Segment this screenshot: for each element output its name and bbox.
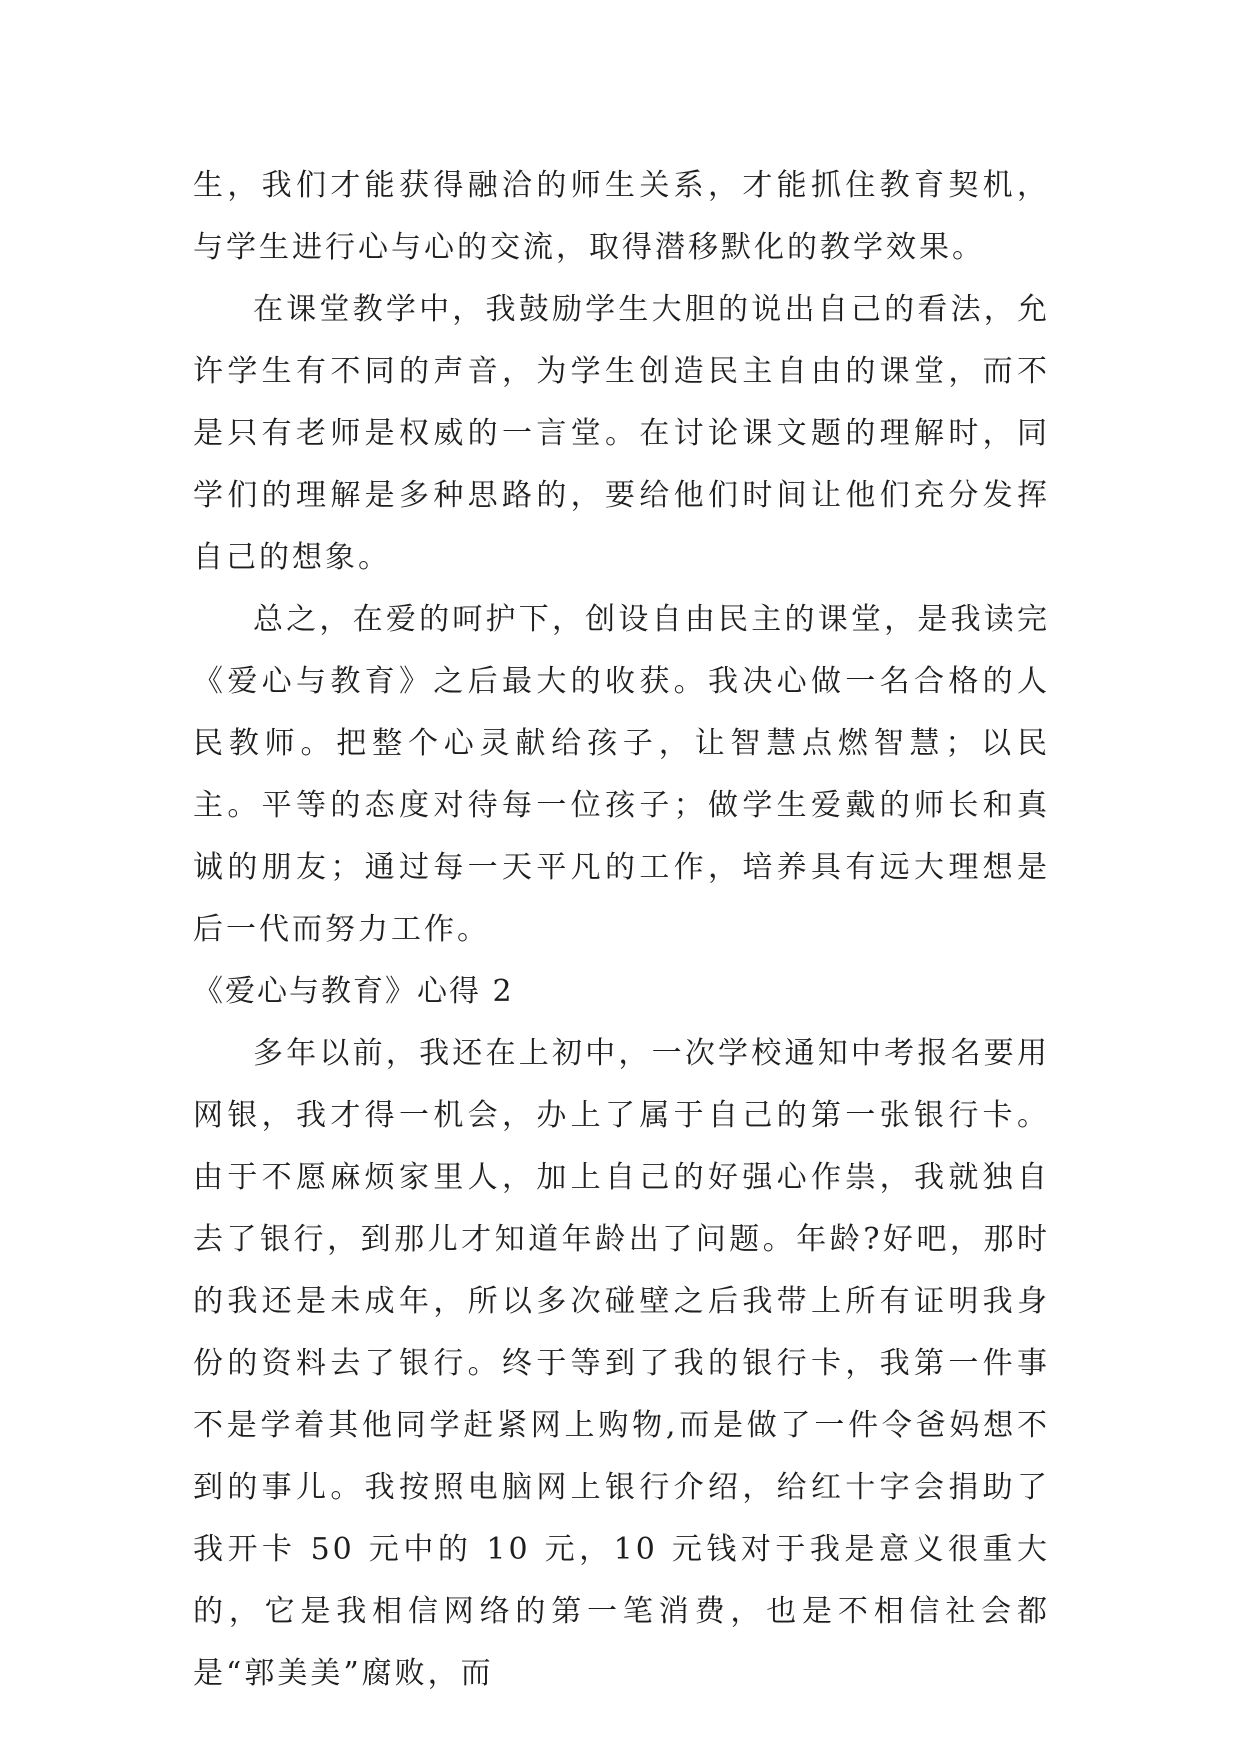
paragraph-2: 在课堂教学中，我鼓励学生大胆的说出自己的看法，允许学生有不同的声音，为学生创造民主自由的课堂，而不是只有老师是权威的一言堂。在讨论课文题的理解时，同学们的理解是多种思路的，要给他们时间让他们充分发挥自己的想象。 xyxy=(193,292,1050,575)
paragraph-4: 多年以前，我还在上初中，一次学校通知中考报名要用网银，我才得一机会，办上了属于自己的第一张银行卡。由于不愿麻烦家里人，加上自己的好强心作祟，我就独自去了银行，到那儿才知道年龄出了问题。年龄?好吧，那时的我还是未成年，所以多次碰壁之后我带上所有证明我身份的资料去了银行。终于等到了我的银行卡，我第一件事不是学着其他同学赶紧网上购物,而是做了一件令爸妈想不到的事儿。我按照电脑网上银行介绍，给红十字会捐助了我开卡 50 元中的 10 元，10 元钱对于我是意义很重大的，它是我相信网络的第一笔消费，也是不相信社会都是“郭美美”腐败，而 xyxy=(193,1036,1050,1691)
section-heading: 《爱心与教育》心得 2 xyxy=(193,974,514,1009)
document-body xyxy=(193,155,1050,1705)
paragraph-1: 生，我们才能获得融洽的师生关系，才能抓住教育契机，与学生进行心与心的交流，取得潜移默化的教学效果。 xyxy=(193,168,1050,265)
paragraph-3: 总之，在爱的呵护下，创设自由民主的课堂，是我读完《爱心与教育》之后最大的收获。我决心做一名合格的人民教师。把整个心灵献给孩子，让智慧点燃智慧；以民主。平等的态度对待每一位孩子；做学生爱戴的师长和真诚的朋友；通过每一天平凡的工作，培养具有远大理想是后一代而努力工作。 xyxy=(193,602,1050,947)
